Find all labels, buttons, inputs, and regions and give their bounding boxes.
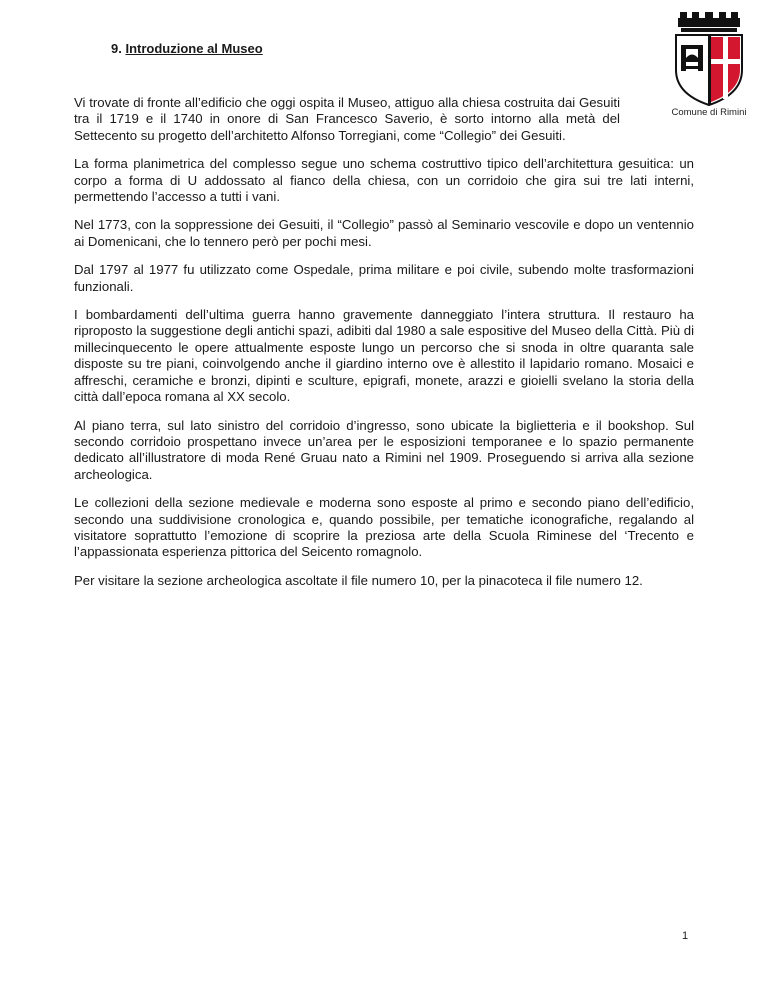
section-title: Introduzione al Museo (125, 41, 263, 56)
paragraph-1: Vi trovate di fronte all’edificio che oggi ospita il Museo, attiguo alla chiesa costruita dai Gesuiti tra il 1719 e il 1740 in onore di San Francesco Saverio, è sorto intorno alla metà del Settecento su progetto dell’architetto Alfonso Torregiani, come “Collegio” dei Gesuiti. (74, 95, 620, 143)
paragraph-2: La forma planimetrica del complesso segue uno schema costruttivo tipico dell’architettura gesuitica: un corpo a forma di U addossato al fianco della chiesa, con un corridoio che gira sui tre lati interni, permettendo l’accesso a tutti i vani. (74, 156, 694, 205)
document-body (74, 95, 694, 601)
paragraph-5: I bombardamenti dell’ultima guerra hanno gravemente danneggiato l’intera struttura. Il restauro ha riproposto la suggestione degli antichi spazi, adibiti dal 1980 a sale espositive del Museo della Città. Più di millecinquecento le opere attualmente esposte lungo un percorso che si snoda in oltre quaranta sale disposte su tre piani, coinvolgendo anche il giardino interno ove è allestito il lapidario romano. Mosaici e affreschi, ceramiche e bronzi, dipinti e sculture, epigrafi, monete, arazzi e gioielli svelano la storia della città dall’epoca romana al XX secolo. (74, 307, 694, 405)
paragraph-7: Le collezioni della sezione medievale e moderna sono esposte al primo e secondo piano dell’edificio, secondo una suddivisione cronologica e, quando possibile, per tematiche iconografiche, regalando al visitatore soprattutto l’emozione di scoprire la preziosa arte della Scuola Riminese del ‘Trecento e l’appassionata esperienza pittorica del Seicento romagnolo. (74, 495, 694, 560)
paragraph-8: Per visitare la sezione archeologica ascoltate il file numero 10, per la pinacoteca il file numero 12. (74, 572, 643, 588)
paragraph-4: Dal 1797 al 1977 fu utilizzato come Ospedale, prima militare e poi civile, subendo molte trasformazioni funzionali. (74, 262, 694, 294)
paragraph-6: Al piano terra, sul lato sinistro del corridoio d’ingresso, sono ubicate la biglietteria e il bookshop. Sul secondo corridoio prospettano invece un’area per le esposizioni temporanee e lo spazio permanente dedicato all’illustratore di moda René Gruau nato a Rimini nel 1909. Proseguendo si arriva alla sezione archeologica. (74, 417, 694, 482)
coat-of-arms-icon (670, 12, 748, 107)
section-number: 9. (111, 41, 122, 56)
section-heading (111, 41, 263, 56)
logo-caption: Comune di Rimini (671, 107, 747, 118)
page-number: 1 (682, 930, 689, 942)
paragraph-3: Nel 1773, con la soppressione dei Gesuiti, il “Collegio” passò al Seminario vescovile e dopo un ventennio ai Domenicani, che lo tennero però per pochi mesi. (74, 217, 694, 249)
